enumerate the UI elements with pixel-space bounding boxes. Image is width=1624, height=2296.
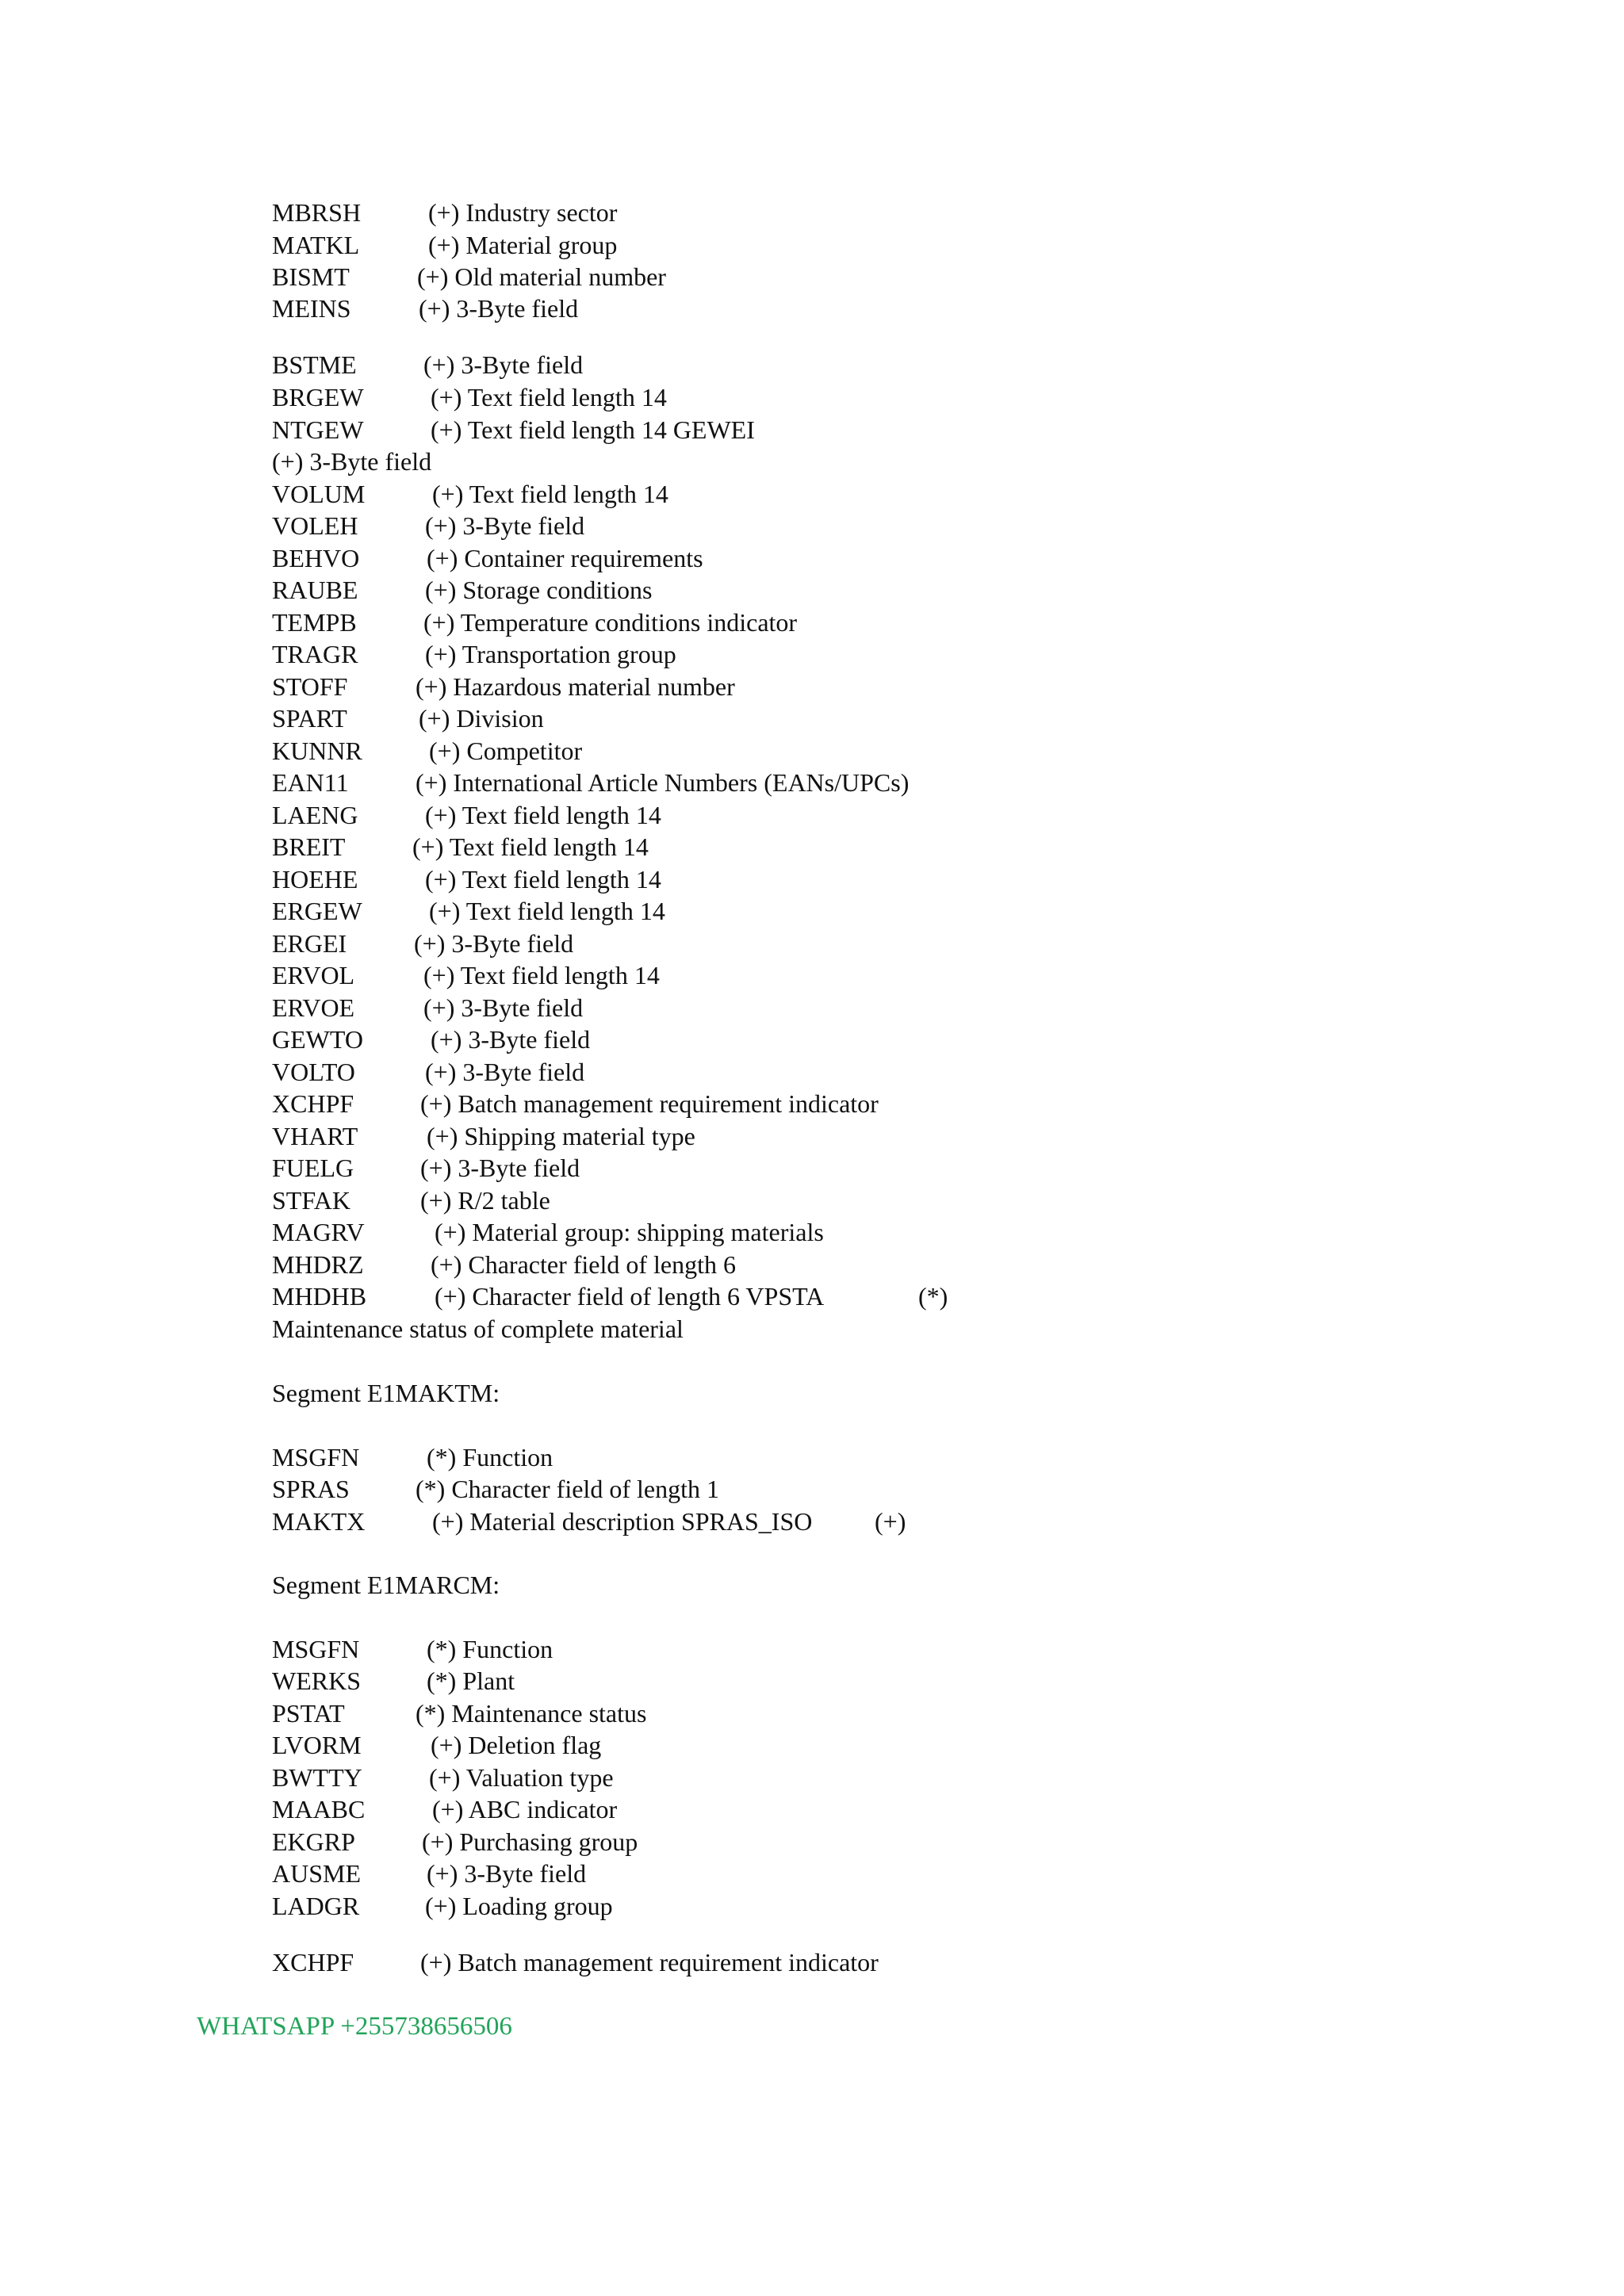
field-code: MATKL [272,231,360,259]
field-code: BSTME [272,350,357,379]
field-description: (+) Transportation group [425,640,676,668]
field-description: (+) Container requirements [427,544,703,572]
field-code: STOFF [272,672,348,701]
whatsapp-contact: WHATSAPP +255738656506 [197,2012,512,2041]
field-code: MAKTX [272,1507,366,1536]
field-code: MEINS [272,294,351,323]
field-description: (+) Valuation type [429,1763,614,1792]
field-code: MAGRV [272,1218,365,1246]
field-code: VHART [272,1122,358,1150]
field-code: EAN11 [272,768,349,797]
field-description: (+) Division [419,704,544,733]
field-description: (+) Character field of length 6 [431,1250,736,1279]
field-code: BRGEW [272,383,364,411]
field-code: MHDRZ [272,1250,364,1279]
field-description: (+) Text field length 14 [432,480,668,508]
field-description: (+) Text field length 14 GEWEI [431,415,755,444]
field-code: ERVOE [272,993,355,1022]
wrapped-text: (+) 3-Byte field [272,447,432,476]
field-code: ERGEW [272,897,362,925]
field-code: ERVOL [272,961,355,989]
field-description: (+) 3-Byte field [423,993,584,1022]
field-description: (+) Purchasing group [422,1827,638,1856]
field-description: (+) Deletion flag [431,1731,602,1759]
field-description: (+) Material group: shipping materials [435,1218,824,1246]
field-description: (+) Text field length 14 [429,897,665,925]
field-description: (+) Industry sector [428,198,618,227]
field-code: SPRAS [272,1475,350,1503]
field-code: KUNNR [272,737,362,765]
field-description: (+) Text field length 14 [412,832,649,861]
field-code: BISMT [272,262,350,291]
field-description: (+) Text field length 14 [425,865,661,894]
field-description: (+) Shipping material type [427,1122,695,1150]
field-description: (+) Batch management requirement indicator [420,1089,879,1118]
field-code: LADGR [272,1892,360,1920]
field-description: (+) Material description SPRAS_ISO [432,1507,813,1536]
field-code: VOLTO [272,1058,355,1086]
field-description: (*) Character field of length 1 [416,1475,719,1503]
segment-heading: Segment E1MARCM: [272,1571,500,1599]
field-description: (+) Old material number [417,262,666,291]
field-code: ERGEI [272,929,347,958]
field-code: MSGFN [272,1443,360,1471]
field-code: LAENG [272,801,358,829]
field-description: (*) Function [427,1443,553,1471]
field-description: (+) R/2 table [420,1186,550,1215]
field-description: (+) 3-Byte field [427,1859,587,1888]
field-code: LVORM [272,1731,362,1759]
field-code: SPART [272,704,347,733]
field-code: NTGEW [272,415,364,444]
field-code: RAUBE [272,576,358,604]
field-description: (+) Temperature conditions indicator [423,608,798,637]
field-description: (+) 3-Byte field [419,294,579,323]
field-code: VOLEH [272,511,358,540]
field-code: XCHPF [272,1089,354,1118]
field-code: GEWTO [272,1025,363,1054]
field-code: FUELG [272,1154,354,1182]
field-description: (+) Character field of length 6 VPSTA [435,1282,825,1311]
field-code: STFAK [272,1186,350,1215]
field-description: (*) Maintenance status [416,1699,647,1728]
field-description: (+) 3-Byte field [420,1154,580,1182]
field-description: (+) 3-Byte field [414,929,574,958]
field-code: BEHVO [272,544,360,572]
wrapped-text: Maintenance status of complete material [272,1314,684,1343]
field-code: MHDHB [272,1282,367,1311]
field-description: (+) Text field length 14 [425,801,661,829]
field-code: EKGRP [272,1827,355,1856]
field-code: TEMPB [272,608,357,637]
segment-heading: Segment E1MAKTM: [272,1379,500,1407]
field-description: (+) 3-Byte field [425,1058,585,1086]
field-description: (+) 3-Byte field [425,511,585,540]
field-description: (+) Hazardous material number [416,672,735,701]
field-description: (+) International Article Numbers (EANs/UPCs) [416,768,910,797]
field-code: HOEHE [272,865,358,894]
optional-marker: (+) [875,1507,906,1536]
field-description: (+) ABC indicator [432,1795,618,1823]
field-description: (+) Batch management requirement indicator [420,1948,879,1976]
required-marker: (*) [918,1282,948,1311]
field-description: (+) Storage conditions [425,576,653,604]
field-description: (+) Material group [428,231,618,259]
field-code: MSGFN [272,1635,360,1663]
field-code: MAABC [272,1795,366,1823]
field-code: MBRSH [272,198,362,227]
field-code: BWTTY [272,1763,362,1792]
field-description: (+) Text field length 14 [431,383,667,411]
field-description: (*) Function [427,1635,553,1663]
field-code: PSTAT [272,1699,345,1728]
field-code: XCHPF [272,1948,354,1976]
field-description: (+) 3-Byte field [423,350,584,379]
field-code: AUSME [272,1859,362,1888]
field-description: (+) Loading group [425,1892,613,1920]
field-code: BREIT [272,832,346,861]
field-code: TRAGR [272,640,358,668]
field-description: (+) Competitor [429,737,583,765]
field-code: WERKS [272,1667,361,1695]
field-description: (+) Text field length 14 [423,961,660,989]
field-description: (+) 3-Byte field [431,1025,591,1054]
field-description: (*) Plant [427,1667,515,1695]
field-code: VOLUM [272,480,366,508]
